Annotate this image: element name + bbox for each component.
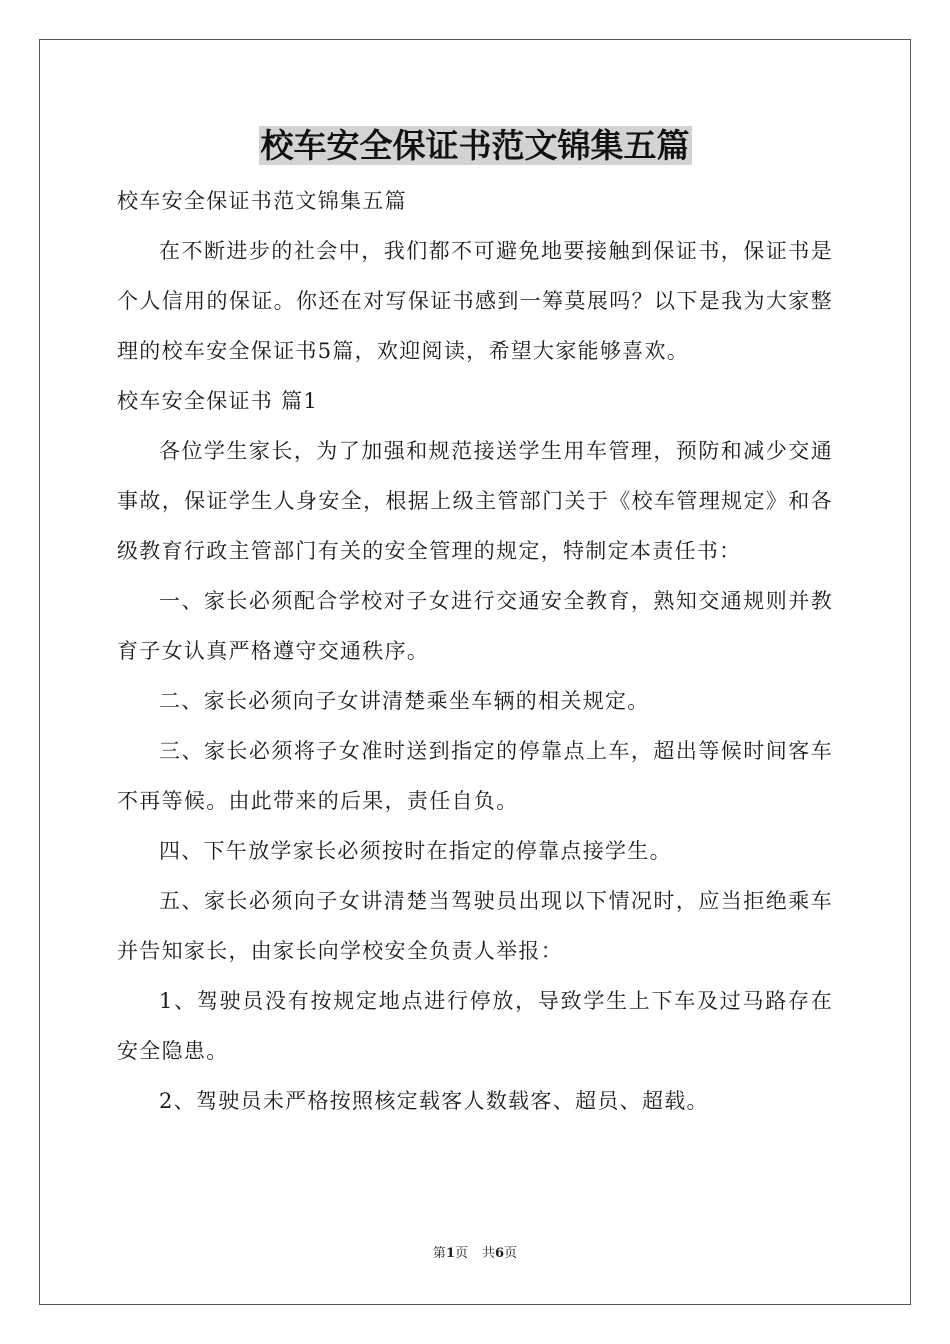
paragraph: 校车安全保证书范文锦集五篇 — [117, 189, 407, 213]
paragraph: 2、驾驶员未严格按照核定载客人数载客、超员、超载。 — [159, 1089, 709, 1113]
document-title-text: 校车安全保证书范文锦集五篇 — [260, 126, 690, 165]
paragraph: 三、家长必须将子女准时送到指定的停靠点上车，超出等候时间客车不再等候。由此带来的后果，责任自负。 — [117, 739, 833, 813]
paragraph: 四、下午放学家长必须按时在指定的停靠点接学生。 — [159, 839, 672, 863]
document-title — [0, 122, 950, 170]
total-label-prefix: 共 — [482, 1246, 496, 1261]
paragraph: 各位学生家长，为了加强和规范接送学生用车管理，预防和减少交通事故，保证学生人身安全，根据上级主管部门关于《校车管理规定》和各级教育行政主管部门有关的安全管理的规定，特制定本责任书： — [117, 439, 833, 563]
section-heading: 校车安全保证书 篇1 — [117, 389, 319, 413]
total-label-suffix: 页 — [504, 1246, 518, 1261]
paragraph: 二、家长必须向子女讲清楚乘坐车辆的相关规定。 — [159, 689, 650, 713]
document-body — [117, 176, 833, 1126]
page-label-suffix: 页 — [454, 1246, 468, 1261]
page-label-prefix: 第 — [432, 1246, 446, 1261]
paragraph: 在不断进步的社会中，我们都不可避免地要接触到保证书，保证书是个人信用的保证。你还在对写保证书感到一筹莫展吗？以下是我为大家整理的校车安全保证书5篇，欢迎阅读，希望大家能够喜欢。 — [117, 239, 833, 363]
page-footer — [0, 1244, 950, 1264]
page-number: 1 — [445, 1246, 455, 1261]
total-pages: 6 — [495, 1246, 505, 1261]
paragraph: 一、家长必须配合学校对子女进行交通安全教育，熟知交通规则并教育子女认真严格遵守交通秩序。 — [117, 589, 833, 663]
paragraph: 1、驾驶员没有按规定地点进行停放，导致学生上下车及过马路存在安全隐患。 — [117, 989, 833, 1063]
paragraph: 五、家长必须向子女讲清楚当驾驶员出现以下情况时，应当拒绝乘车并告知家长，由家长向学校安全负责人举报： — [117, 889, 833, 963]
